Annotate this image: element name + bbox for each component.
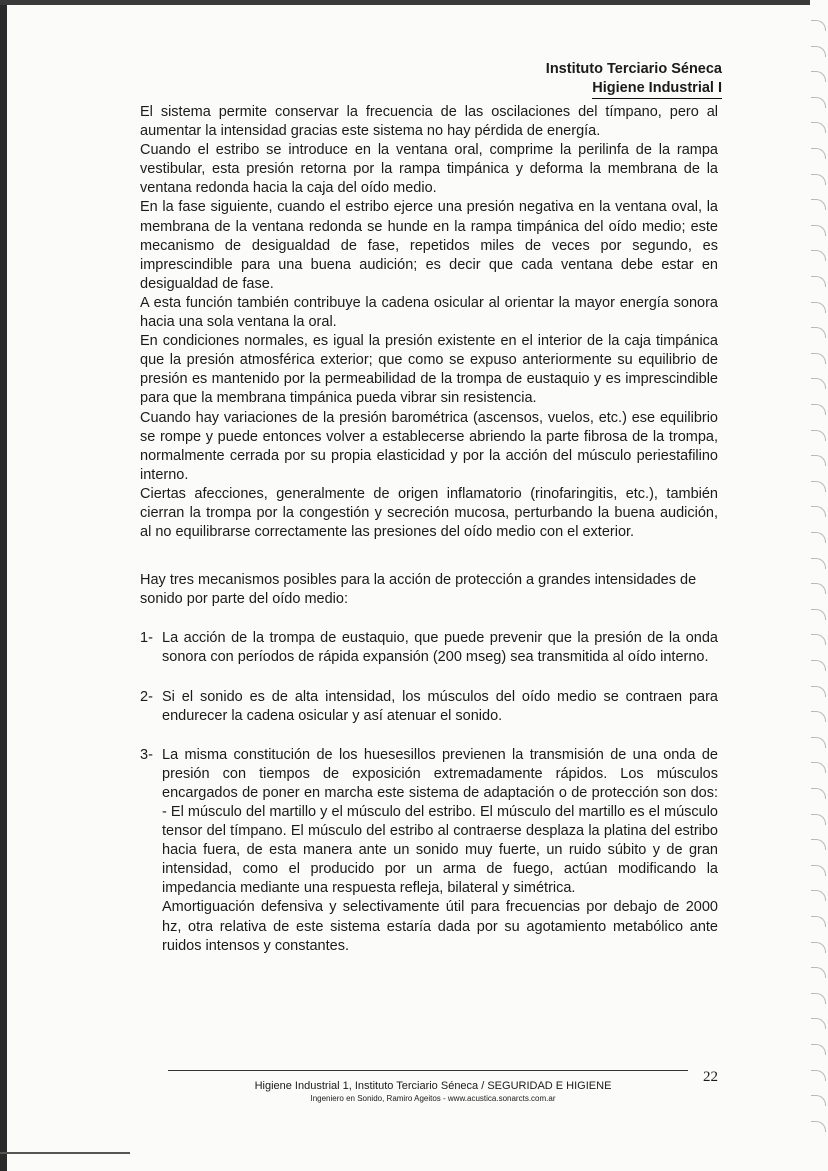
scan-bottom-edge [0, 1152, 130, 1154]
spiral-ring [811, 993, 826, 1004]
list-item-text: La misma constitución de los huesesillos previenen la transmisión de una onda de presión con tiempos de exposición extremadamente rápidos. Los músculos encargados de poner en marcha este sistema de adaptación o de protección son dos: - El músculo del martillo y el músculo del estribo. El músculo del martillo es el músculo tensor del tímpano. El músculo del estribo al contraerse desplaza la platina del estribo hacia fuera, de esta manera ante un sonido muy fuerte, un ruido súbito y de gran intensidad, como el producido por un arma de fuego, actúan modificando la impedancia mediante una respuesta refleja, bilateral y simétrica. [162, 746, 718, 897]
spiral-ring [811, 430, 826, 441]
spiral-ring [811, 46, 826, 57]
list-item-number: 1- [140, 630, 153, 647]
spiral-ring [811, 302, 826, 313]
paragraph: A esta función también contribuye la cadena osicular al orientar la mayor energía sonora hacia una sola ventana la oral. [140, 294, 718, 331]
list-item [140, 688, 718, 726]
spiral-ring [811, 276, 826, 287]
spiral-ring [811, 1121, 826, 1132]
spiral-ring [811, 532, 826, 543]
list-item-text: Si el sonido es de alta intensidad, los músculos del oído medio se contraen para endurecer la cadena osicular y así atenuar el sonido. [162, 688, 718, 724]
spiral-ring [811, 660, 826, 671]
list-intro: Hay tres mecanismos posibles para la acción de protección a grandes intensidades de sonido por parte del oído medio: [140, 572, 697, 608]
paragraph: Cuando el estribo se introduce en la ventana oral, comprime la perilinfa de la rampa vestibular, esta presión retorna por la rampa timpánica y deforma la membrana de la ventana redonda hacia la caja del oído medio. [140, 142, 718, 197]
spiral-ring [811, 225, 826, 236]
footer-rule [168, 1070, 688, 1071]
spiral-ring [811, 122, 826, 133]
spiral-ring [811, 762, 826, 773]
protection-mechanisms-list [140, 629, 718, 955]
list-item-number: 2- [140, 688, 153, 705]
scan-left-edge [0, 0, 7, 1171]
header-institution: Instituto Terciario Séneca [545, 61, 722, 77]
spiral-ring [811, 634, 826, 645]
spiral-ring [811, 353, 826, 364]
spiral-binding [806, 20, 828, 1160]
paragraph: Cuando hay variaciones de la presión barométrica (ascensos, vuelos, etc.) ese equilibrio se rompe y puede entonces volver a establecerse abriendo la parte fibrosa de la trompa, normalmente cerrada por su propia elasticidad y por la acción del músculo periestafilino interno. [140, 409, 718, 483]
list-item-text: La acción de la trompa de eustaquio, que puede prevenir que la presión de la onda sonora con períodos de rápida expansión (200 mseg) sea transmitida al oído interno. [162, 630, 718, 666]
spiral-ring [811, 788, 826, 799]
page-footer [140, 1080, 726, 1104]
spiral-ring [811, 558, 826, 569]
list-item [140, 629, 718, 667]
spiral-ring [811, 1018, 826, 1029]
spiral-ring [811, 942, 826, 953]
spiral-ring [811, 967, 826, 978]
spiral-ring [811, 20, 826, 31]
spiral-ring [811, 481, 826, 492]
spiral-ring [811, 1070, 826, 1081]
spiral-ring [811, 609, 826, 620]
spiral-ring [811, 839, 826, 850]
spiral-ring [811, 174, 826, 185]
footer-line-1: Higiene Industrial 1, Instituto Terciario Séneca / SEGURIDAD E HIGIENE [254, 1080, 612, 1092]
paragraph: En condiciones normales, es igual la presión existente en el interior de la caja timpánica que la presión atmosférica exterior; que como se expuso anteriormente su equilibrio de presión es mantenido por la permeabilidad de la trompa de eustaquio y es imprescindible para que la membrana timpánica pueda vibrar sin resistencia. [140, 333, 718, 407]
spiral-ring [811, 327, 826, 338]
spiral-ring [811, 916, 826, 927]
page-header [546, 60, 722, 99]
page-number: 22 [703, 1069, 718, 1085]
spiral-ring [811, 814, 826, 825]
list-item [140, 746, 718, 956]
spiral-ring [811, 1095, 826, 1106]
spiral-ring [811, 506, 826, 517]
list-item-continuation: Amortiguación defensiva y selectivamente útil para frecuencias por debajo de 2000 hz, otra relativa de este sistema estaría dada por su agotamiento metabólico ante ruidos intensos y constantes. [162, 899, 718, 954]
spiral-ring [811, 97, 826, 108]
spiral-ring [811, 711, 826, 722]
spiral-ring [811, 404, 826, 415]
paragraph: El sistema permite conservar la frecuencia de las oscilaciones del tímpano, pero al aumentar la intensidad gracias este sistema no hay pérdida de energía. [140, 104, 718, 140]
spiral-ring [811, 583, 826, 594]
paragraph: Ciertas afecciones, generalmente de origen inflamatorio (rinofaringitis, etc.), también cierran la trompa por la congestión y secreción mucosa, perturbando la buena audición, al no equilibrarse correctamente las presiones del oído medio con el exterior. [140, 485, 718, 541]
spiral-ring [811, 199, 826, 210]
spiral-ring [811, 71, 826, 82]
spiral-ring [811, 148, 826, 159]
paragraph: En la fase siguiente, cuando el estribo ejerce una presión negativa en la ventana oval, la membrana de la ventana redonda se hunde en la rampa timpánica del oído medio; este mecanismo de desigualdad de fase, repetidos miles de veces por segundo, es imprescindible para una buena audición; es decir que cada ventana debe estar en desigualdad de fase. [140, 199, 718, 292]
scan-top-edge [0, 0, 810, 5]
document-body [140, 103, 718, 976]
list-item-number: 3- [140, 746, 153, 763]
spiral-ring [811, 250, 826, 261]
spiral-ring [811, 865, 826, 876]
spiral-ring [811, 455, 826, 466]
spiral-ring [811, 378, 826, 389]
header-subject: Higiene Industrial I [592, 79, 722, 99]
spiral-ring [811, 737, 826, 748]
spiral-ring [811, 890, 826, 901]
spiral-ring [811, 1044, 826, 1055]
spiral-ring [811, 686, 826, 697]
footer-line-2: Ingeniero en Sonido, Ramiro Ageitos - www.acustica.sonarcts.com.ar [310, 1094, 556, 1103]
